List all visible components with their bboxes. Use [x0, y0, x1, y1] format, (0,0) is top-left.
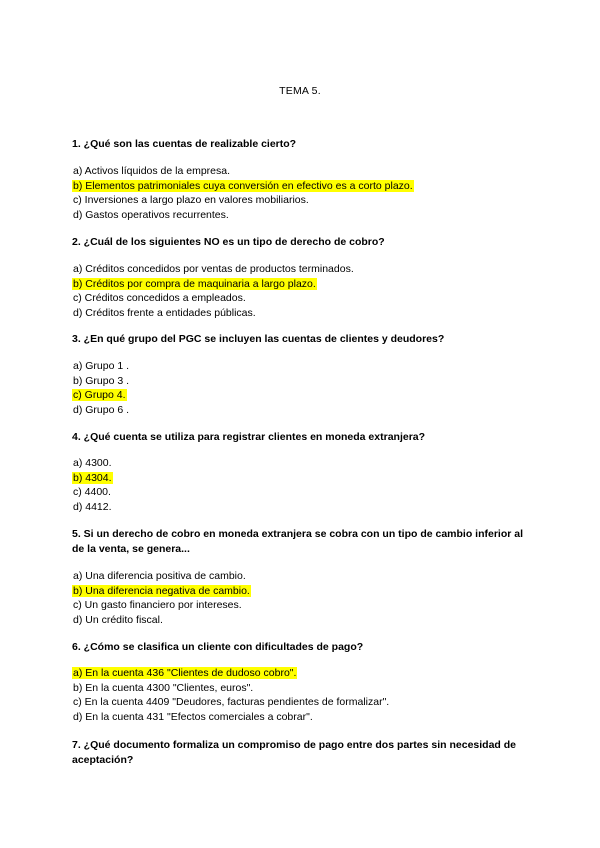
- question-2: 2. ¿Cuál de los siguientes NO es un tipo de derecho de cobro?: [72, 236, 385, 248]
- question-5-option-a: a) Una diferencia positiva de cambio.: [73, 570, 246, 582]
- question-2-options: [72, 262, 532, 320]
- question-3-option-b: b) Grupo 3 .: [73, 374, 130, 387]
- question-3-options: [72, 359, 532, 417]
- question-3-option-d: d) Grupo 6 .: [73, 403, 130, 416]
- question-3: 3. ¿En qué grupo del PGC se incluyen las cuentas de clientes y deudores?: [72, 333, 445, 345]
- question-5: 5. Si un derecho de cobro en moneda extranjera se cobra con un tipo de cambio inferior al de la venta, se genera...: [72, 528, 524, 555]
- question-7: 7. ¿Qué documento formaliza un compromiso de pago entre dos partes sin necesidad de aceptación?: [72, 739, 517, 766]
- question-4-option-a: a) 4300.: [73, 457, 112, 469]
- question-4-option-d: d) 4412.: [73, 500, 112, 513]
- question-5-option-b-highlighted: b) Una diferencia negativa de cambio.: [73, 584, 250, 597]
- question-4-option-b-highlighted: b) 4304.: [73, 471, 112, 484]
- question-6-option-a-highlighted: a) En la cuenta 436 "Clientes de dudoso cobro".: [73, 667, 297, 679]
- page-title: TEMA 5.: [279, 85, 321, 97]
- question-6-option-b: b) En la cuenta 4300 "Clientes, euros".: [73, 681, 254, 694]
- question-2-option-c: c) Créditos concedidos a empleados.: [73, 292, 246, 305]
- question-4: 4. ¿Qué cuenta se utiliza para registrar clientes en moneda extranjera?: [72, 431, 426, 443]
- question-3-option-a: a) Grupo 1 .: [73, 360, 130, 372]
- question-6: 6. ¿Cómo se clasifica un cliente con dificultades de pago?: [72, 641, 364, 653]
- question-5-options: [72, 569, 532, 627]
- question-6-option-d: d) En la cuenta 431 "Efectos comerciales a cobrar".: [73, 710, 313, 723]
- question-1-option-b-highlighted: b) Elementos patrimoniales cuya conversión en efectivo es a corto plazo.: [73, 179, 413, 192]
- question-2-option-d: d) Créditos frente a entidades públicas.: [73, 306, 256, 319]
- question-1-option-a: a) Activos líquidos de la empresa.: [73, 165, 230, 177]
- question-1-option-d: d) Gastos operativos recurrentes.: [73, 208, 229, 221]
- question-2-option-a: a) Créditos concedidos por ventas de productos terminados.: [73, 263, 354, 275]
- question-3-option-c-highlighted: c) Grupo 4.: [73, 389, 126, 402]
- question-5-option-d: d) Un crédito fiscal.: [73, 613, 163, 626]
- question-1-option-c: c) Inversiones a largo plazo en valores mobiliarios.: [73, 194, 309, 207]
- question-4-options: [72, 456, 532, 514]
- question-6-options: [72, 666, 532, 724]
- question-1: 1. ¿Qué son las cuentas de realizable cierto?: [72, 138, 297, 150]
- question-5-option-c: c) Un gasto financiero por intereses.: [73, 599, 242, 612]
- question-4-option-c: c) 4400.: [73, 486, 111, 499]
- question-2-option-b-highlighted: b) Créditos por compra de maquinaria a largo plazo.: [73, 277, 316, 290]
- question-1-options: [72, 164, 532, 222]
- question-6-option-c: c) En la cuenta 4409 "Deudores, facturas pendientes de formalizar".: [73, 696, 390, 709]
